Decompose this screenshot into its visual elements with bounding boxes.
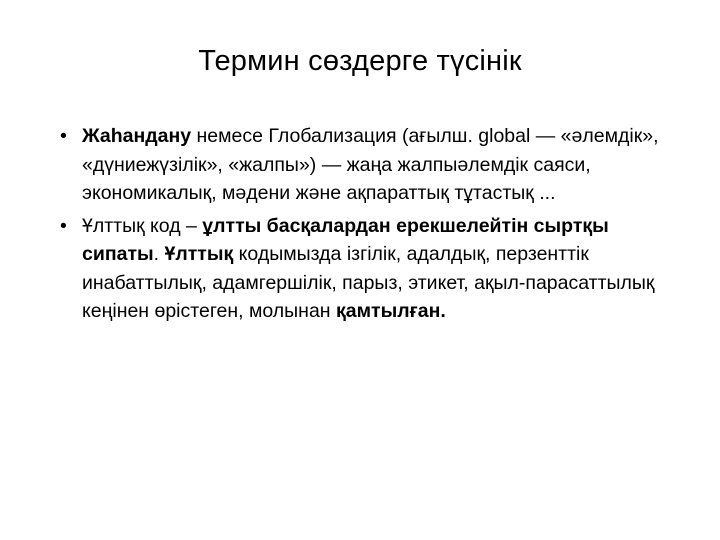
bullet-point-icon: • <box>60 125 67 147</box>
page-title: Термин сөздерге түсінік <box>198 45 522 77</box>
list-item-text: Жаһандану немесе Глобализация (ағылш. global — «әлемдік», «дүниежүзілік», «жалпы») — жаңа жалпыәлемдік саяси, экономикалық, мәдени және ақпараттық тұтастық ... <box>82 125 659 204</box>
list-item <box>40 122 688 208</box>
bullet-point-icon: • <box>60 214 67 237</box>
bullet-list <box>40 122 688 330</box>
list-item <box>40 212 688 326</box>
list-item-text: Ұлттық код – ұлтты басқалардан ерекшелейтін сыртқы сипаты. Ұлттық кодымызда ізгілік, адалдық, перзенттік инабаттылық, адамгершілік, парыз, этикет, ақыл-парасаттылық кеңінен өрістеген, молынан қамтылған. <box>82 214 655 322</box>
